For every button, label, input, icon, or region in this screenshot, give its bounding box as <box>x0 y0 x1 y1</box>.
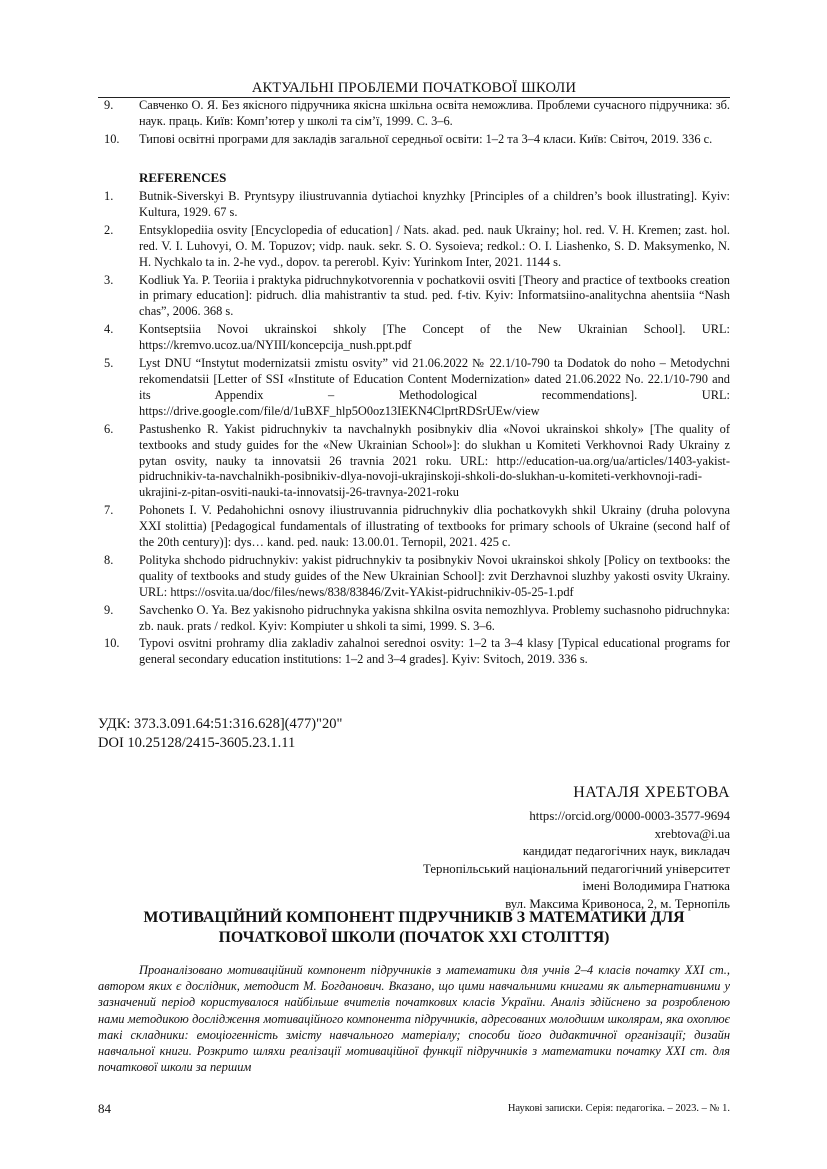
reference-text: Kodliuk Ya. P. Teoriia i praktyka pidruchnykotvorennia v pochatkovii osviti [Theory and practice of textbooks creation in primary education]: pidruch. dlia mahistrantiv ta stud. ped. f-tiv. Kyiv: Informatsiino-analitychna ahentsiia “Nash chas”, 2006. 368 s. <box>139 272 730 319</box>
author-name: НАТАЛЯ ХРЕБТОВА <box>573 784 730 801</box>
reference-text: Lyst DNU “Instytut modernizatsii zmistu osvity” vid 21.06.2022 № 22.1/10-790 ta Dodatok do noho – Metodychni rekomendatsii [Letter of SSI «Institute of Education Content Modernization» dated 21.06.2022 No. 22.1/10-790 and its Appendix – Methodological recommendations]. URL: https://drive.google.com/file/d/1uBXF_hlp5O0oz13IEKN4ClprtRDSrUEw/view <box>139 356 730 418</box>
author-university-name: імені Володимира Гнатюка <box>582 879 730 894</box>
page-number: 84 <box>98 1101 111 1116</box>
reference-number: 8. <box>104 552 114 567</box>
reference-number: 1. <box>104 189 114 203</box>
reference-item <box>98 273 730 321</box>
abstract: Проаналізовано мотиваційний компонент підручників з математики для учнів 2–4 класів початку XXI ст., автором яких є дослідник, методист М. Богданович. Вказано, що цими навчальними книгами як альтернативними у зазначений період користувалося найбільше вчителів початкових класів України. Аналіз здійснено за розробленою нами методикою дослідження мотиваційного компонента підручників, адресованих молодшим школярам, яка охоплює такі складники: емоціогенність змісту навчального матеріалу; способи його дидактичної організації; дизайн навчальної книги. Розкрито шляхи реалізації мотиваційної функції підручників з математики початку XXI ст. для початкової школи за першим <box>98 963 730 1075</box>
reference-item <box>98 553 730 601</box>
author-orcid-link[interactable]: https://orcid.org/0000-0003-3577-9694 <box>529 809 730 823</box>
article-title-line: МОТИВАЦІЙНИЙ КОМПОНЕНТ ПІДРУЧНИКІВ З МАТЕМАТИКИ ДЛЯ <box>143 909 685 926</box>
references-heading: REFERENCES <box>139 170 227 185</box>
author-address: вул. Максима Кривоноса, 2, м. Тернопіль <box>505 896 730 911</box>
author-degree: кандидат педагогічних наук, викладач <box>522 844 730 859</box>
reference-text: Entsyklopediia osvity [Encyclopedia of education] / Nats. akad. ped. nauk Ukrainy; hol. red. V. H. Kremen; zast. hol. red. V. I. Luhovyi, O. M. Topuzov; vidp. nauk. sekr. S. O. Sysoieva; redkol.: O. I. Liashenko, S. D. Maksymenko, N. H. Nychkalo ta in. 2-he vyd., dopov. ta pererobl. Kyiv: Yurinkom Inter, 2021. 1144 s. <box>139 222 730 269</box>
reference-text: Typovi osvitni prohramy dlia zakladiv zahalnoi serednoi osvity: 1–2 ta 3–4 klasy [Typical educational programs for general secondary education institutions: 1–2 and 3–4 grades]. Kyiv: Svitoch, 2019. 336 s. <box>139 636 730 667</box>
journal-footer: Наукові записки. Серія: педагогіка. – 2023. – № 1. <box>507 1103 730 1114</box>
reference-item <box>98 422 730 502</box>
reference-item <box>98 98 730 130</box>
reference-text: Pastushenko R. Yakist pidruchnykiv ta navchalnykh posibnykiv dlia «Novoi ukrainskoi shkoly» [The quality of textbooks and study guides for the «New Ukrainian School»]: do slukhan u Komiteti Verkhovnoi Rady Ukrainy z pytan osvity, nauky ta innovatsii 26 travnia 2021 roku. URL: http://education-ua.org/ua/articles/1403-yakist-pidruchnikiv-ta-navchalnikh-posibnikiv-dlya-novoji-ukrajinskoji-shkoli-do-slukhan-u-komiteti-verkhovnoji-radi-ukrajini-z-pitan-osviti-nauki-ta-innovatsij-26-travnya-2021-roku <box>139 421 730 500</box>
reference-item <box>98 503 730 551</box>
reference-number: 7. <box>104 503 114 518</box>
reference-item <box>98 189 730 221</box>
doi: DOI 10.25128/2415-3605.23.1.11 <box>98 735 296 751</box>
author-affiliation <box>423 808 730 914</box>
running-header: АКТУАЛЬНІ ПРОБЛЕМИ ПОЧАТКОВОЇ ШКОЛИ <box>251 80 577 96</box>
reference-text: Савченко О. Я. Без якісного підручника якісна шкільна освіта неможлива. Проблеми сучасного підручника: зб. наук. праць. Київ: Комп’ютер у школі та сім’ї, 1999. С. 3–6. <box>139 98 730 128</box>
reference-item <box>98 132 730 148</box>
reference-number: 3. <box>104 272 114 287</box>
udc-code: УДК: 373.3.091.64:51:316.628](477)"20" <box>98 716 343 732</box>
reference-number: 10. <box>104 131 120 146</box>
author-university: Тернопільський національний педагогічний університет <box>423 861 730 876</box>
reference-number: 6. <box>104 421 114 436</box>
reference-item <box>98 223 730 271</box>
reference-number: 4. <box>104 322 114 337</box>
reference-text: Polityka shchodo pidruchnykiv: yakist pidruchnykiv ta posibnykiv Novoi ukrainskoi shkoly [Policy on textbooks: the quality of textbooks and study guides of the New Ukrainian School]: zvit Derzhavnoi sluzhby yakosti osvity Ukrainy. URL: https://osvita.ua/doc/files/news/838/83846/Zvit-YAkist-pidruchnikiv-05-25-1.pdf <box>139 552 730 599</box>
reference-item <box>98 636 730 668</box>
references-en-list <box>98 189 730 670</box>
reference-number: 9. <box>104 98 114 112</box>
reference-number: 9. <box>104 602 114 617</box>
reference-item <box>98 603 730 635</box>
reference-text: Pohonets I. V. Pedahohichni osnovy iliustruvannia pidruchnykiv dlia pochatkovykh shkil Ukrainy (druha polovyna XXI stolittia) [Pedagogical fundamentals of illustrating of textbooks for primary schools of Ukraine (second half of the 20th century)]: dys… kand. ped. nauk: 13.00.01. Ternopil, 2021. 425 c. <box>139 503 730 550</box>
references-ua-list <box>98 98 730 150</box>
author-email-link[interactable]: xrebtova@i.ua <box>654 826 730 841</box>
reference-number: 2. <box>104 222 114 237</box>
reference-item <box>98 356 730 420</box>
reference-item <box>98 322 730 354</box>
reference-text: Savchenko O. Ya. Bez yakisnoho pidruchnyka yakisna shkilna osvita nemozhlyva. Problemy suchasnoho pidruchnyka: zb. nauk. prats / redkol. Kyiv: Kompiuter u shkoli ta simi, 1999. S. 3–6. <box>139 602 730 633</box>
udc-doi-block <box>98 715 342 753</box>
reference-text: Типові освітні програми для закладів загальної середньої освіти: 1–2 та 3–4 класи. Київ: Світоч, 2019. 336 с. <box>139 131 713 146</box>
reference-text: Butnik-Siverskyi B. Pryntsypy iliustruvannia dytiachoi knyzhky [Principles of a children’s book illustrating]. Kyiv: Kultura, 1929. 67 s. <box>139 189 730 219</box>
article-title-line: ПОЧАТКОВОЇ ШКОЛИ (ПОЧАТОК XXI СТОЛІТТЯ) <box>218 929 610 946</box>
reference-number: 10. <box>104 636 120 651</box>
article-title <box>98 908 730 948</box>
reference-number: 5. <box>104 356 114 371</box>
reference-text: Kontseptsiia Novoi ukrainskoi shkoly [The Concept of the New Ukrainian School]. URL: https://kremvo.ucoz.ua/NYIII/koncepcija_nush.ppt.pdf <box>139 322 730 353</box>
